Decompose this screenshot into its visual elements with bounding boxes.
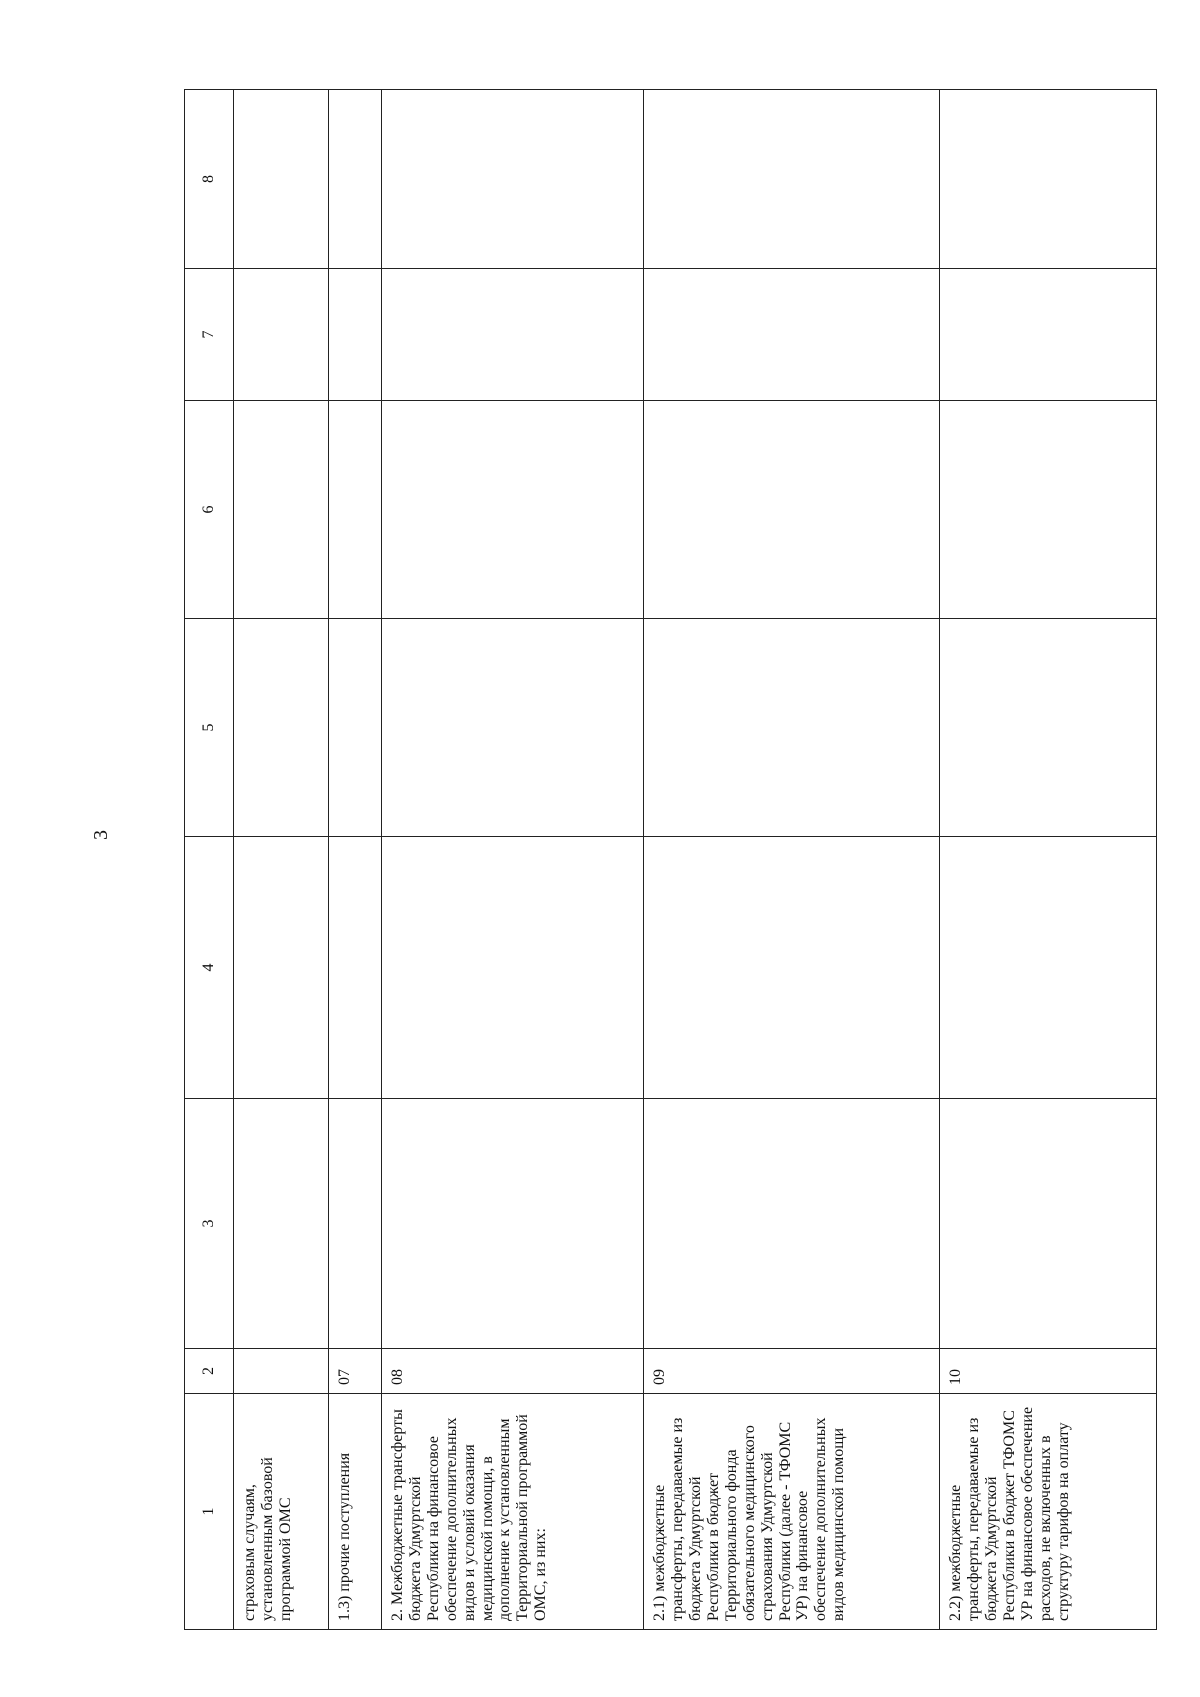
cell-col-5 — [234, 619, 329, 837]
cell-col-7 — [234, 269, 329, 401]
column-header-5: 5 — [185, 619, 234, 837]
cell-col-5 — [940, 619, 1157, 837]
cell-col-6 — [329, 401, 382, 619]
column-header-2: 2 — [185, 1349, 234, 1394]
cell-col-7 — [329, 269, 382, 401]
cell-col-3 — [234, 1099, 329, 1349]
page-number: 3 — [90, 830, 112, 840]
cell-col-4 — [382, 837, 644, 1099]
row-name: страховым случаям, установленным базовой программой ОМС — [234, 1394, 329, 1630]
column-header-1: 1 — [185, 1394, 234, 1630]
cell-col-4 — [940, 837, 1157, 1099]
cell-col-7 — [382, 269, 644, 401]
cell-col-5 — [329, 619, 382, 837]
cell-col-8 — [644, 90, 940, 269]
column-header-4: 4 — [185, 837, 234, 1099]
row-code: 08 — [382, 1349, 644, 1394]
cell-col-4 — [329, 837, 382, 1099]
cell-col-4 — [644, 837, 940, 1099]
table-row — [940, 90, 1157, 1630]
cell-col-8 — [234, 90, 329, 269]
table-row — [234, 90, 329, 1630]
rotated-table-container — [184, 90, 1157, 1630]
cell-col-8 — [329, 90, 382, 269]
column-header-3: 3 — [185, 1099, 234, 1349]
cell-col-8 — [382, 90, 644, 269]
row-name: 2.1) межбюджетные трансферты, передаваемые из бюджета Удмуртской Республики в бюджет Территориального фонда обязательного медицинского страхования Удмуртской Республики (далее - ТФОМС УР) на финансовое обеспечение дополнительных видов медицинской помощи — [644, 1394, 940, 1630]
cell-col-3 — [329, 1099, 382, 1349]
cell-col-6 — [382, 401, 644, 619]
header-row — [185, 90, 234, 1630]
column-header-7: 7 — [185, 269, 234, 401]
cell-col-6 — [940, 401, 1157, 619]
financing-table — [184, 89, 1157, 1630]
cell-col-7 — [940, 269, 1157, 401]
cell-col-6 — [234, 401, 329, 619]
cell-col-3 — [382, 1099, 644, 1349]
cell-col-6 — [644, 401, 940, 619]
row-code — [234, 1349, 329, 1394]
cell-col-7 — [644, 269, 940, 401]
cell-col-3 — [644, 1099, 940, 1349]
table-row — [329, 90, 382, 1630]
row-name: 1.3) прочие поступления — [329, 1394, 382, 1630]
table-row — [644, 90, 940, 1630]
row-name: 2. Межбюджетные трансферты бюджета Удмуртской Республики на финансовое обеспечение дополнительных видов и условий оказания медицинской помощи, в дополнение к установленным Территориальной программой ОМС, из них: — [382, 1394, 644, 1630]
cell-col-5 — [382, 619, 644, 837]
column-header-6: 6 — [185, 401, 234, 619]
cell-col-3 — [940, 1099, 1157, 1349]
cell-col-5 — [644, 619, 940, 837]
row-code: 09 — [644, 1349, 940, 1394]
row-code: 10 — [940, 1349, 1157, 1394]
table-row — [382, 90, 644, 1630]
cell-col-4 — [234, 837, 329, 1099]
row-name: 2.2) межбюджетные трансферты, передаваемые из бюджета Удмуртской Республики в бюджет ТФОМС УР на финансовое обеспечение расходов, не включенных в структуру тарифов на оплату — [940, 1394, 1157, 1630]
cell-col-8 — [940, 90, 1157, 269]
column-header-8: 8 — [185, 90, 234, 269]
row-code: 07 — [329, 1349, 382, 1394]
